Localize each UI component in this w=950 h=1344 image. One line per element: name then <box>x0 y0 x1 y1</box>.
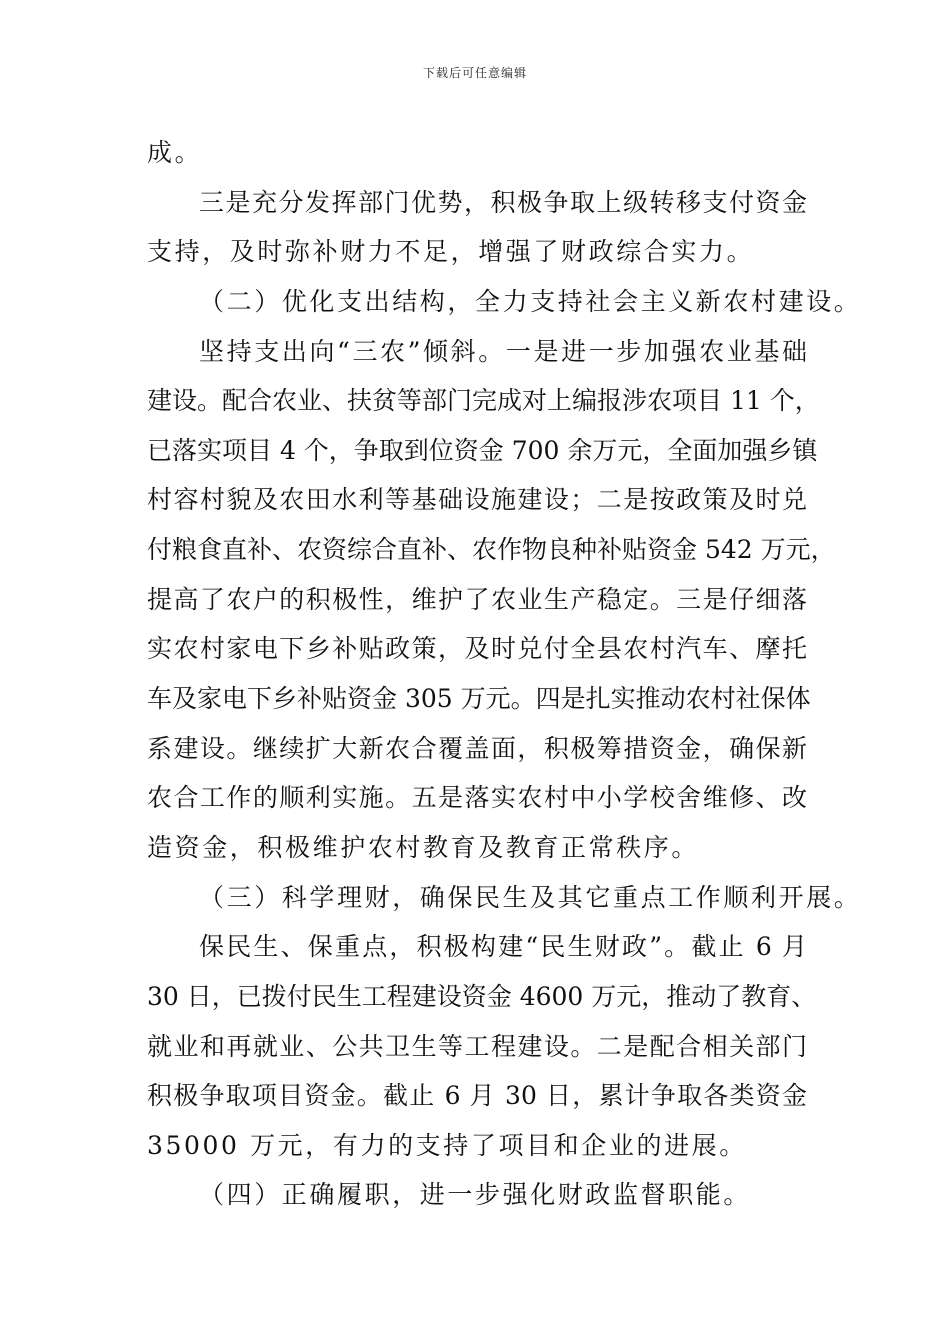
section-heading: （三）科学理财，确保民生及其它重点工作顺利开展。 <box>199 882 862 912</box>
paragraph-line: 村容村貌及农田水利等基础设施建设；二是按政策及时兑 <box>147 485 807 515</box>
paragraph-line: 实农村家电下乡补贴政策，及时兑付全县农村汽车、摩托 <box>147 634 807 664</box>
paragraph-line: 35000 万元，有力的支持了项目和企业的进展。 <box>147 1130 747 1160</box>
paragraph-line: 三是充分发挥部门优势，积极争取上级转移支付资金 <box>199 187 807 217</box>
paragraph-line: 付粮食直补、农资综合直补、农作物良种补贴资金 542 万元， <box>147 535 836 565</box>
paragraph-line: 农合工作的顺利实施。五是落实农村中小学校舍维修、改 <box>147 783 807 813</box>
paragraph-line: 保民生、保重点，积极构建“民生财政”。截止 6 月 <box>199 932 807 962</box>
paragraph-line: 支持，及时弥补财力不足，增强了财政综合实力。 <box>147 237 755 267</box>
paragraph-line: 系建设。继续扩大新农合覆盖面，积极筹措资金，确保新 <box>147 733 807 763</box>
paragraph-line: 30 日，已拨付民生工程建设资金 4600 万元，推动了教育、 <box>147 981 817 1011</box>
paragraph-line: 提高了农户的积极性，维护了农业生产稳定。三是仔细落 <box>147 584 807 614</box>
paragraph-line: 就业和再就业、公共卫生等工程建设。二是配合相关部门 <box>147 1031 807 1061</box>
paragraph-line: 成。 <box>147 138 203 167</box>
section-heading: （四）正确履职，进一步强化财政监督职能。 <box>199 1180 752 1210</box>
section-heading: （二）优化支出结构，全力支持社会主义新农村建设。 <box>199 286 862 316</box>
paragraph-line: 坚持支出向“三农”倾斜。一是进一步加强农业基础 <box>199 336 807 366</box>
paragraph-line: 积极争取项目资金。截止 6 月 30 日，累计争取各类资金 <box>147 1081 807 1111</box>
page-header: 下载后可任意编辑 <box>422 66 527 80</box>
document-body <box>147 128 862 1220</box>
paragraph-line: 造资金，积极维护农村教育及教育正常秩序。 <box>147 832 700 862</box>
paragraph-line: 建设。配合农业、扶贫等部门完成对上编报涉农项目 11 个， <box>147 386 820 416</box>
paragraph-line: 已落实项目 4 个，争取到位资金 700 余万元，全面加强乡镇 <box>147 435 818 465</box>
paragraph-line: 车及家电下乡补贴资金 305 万元。四是扎实推动农村社保体 <box>147 684 811 714</box>
